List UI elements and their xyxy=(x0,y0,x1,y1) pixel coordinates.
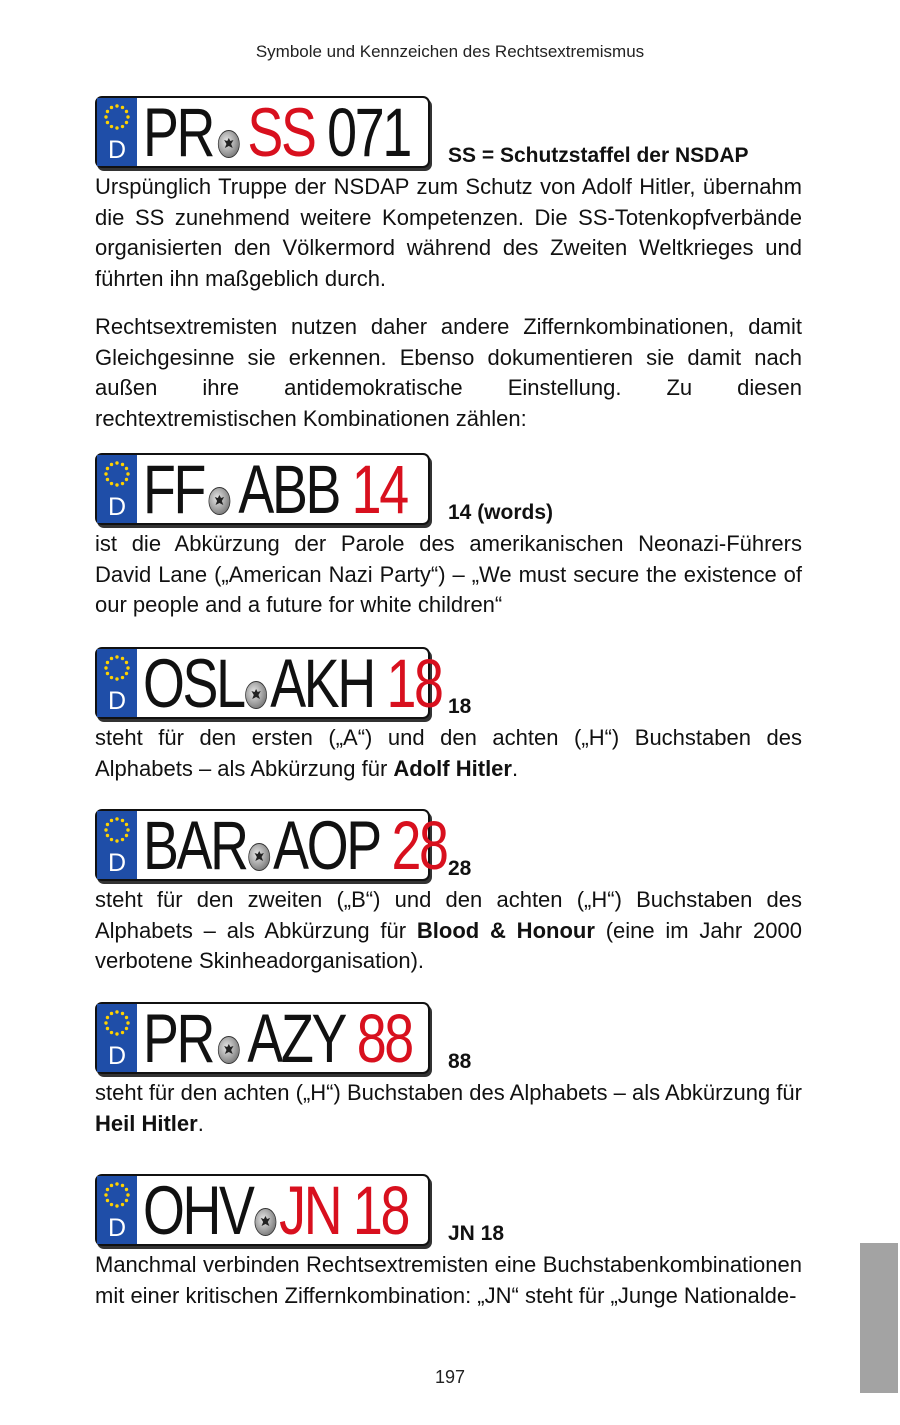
running-head: Symbole und Kennzeichen des Rechtsextremismus xyxy=(255,42,645,61)
eu-star xyxy=(115,655,118,658)
paragraph: ist die Abkürzung der Parole des amerikanischen Neonazi-Führers David Lane („American Nazi Party“) – „We must secure the existence of our people and a future for white children“ xyxy=(95,531,802,617)
entry-18 xyxy=(95,647,802,784)
plate-letters: AZY xyxy=(247,1000,345,1077)
plate-caption: 18 xyxy=(448,695,472,718)
eu-star xyxy=(115,1010,118,1013)
license-plate xyxy=(95,1172,430,1249)
eu-star xyxy=(110,463,113,466)
paragraph: Urspünglich Truppe der NSDAP zum Schutz von Adolf Hitler, übernahm die SS zunehmend weitere Kompetenzen. Die SS-Totenkopfverbände organisierten den Völkermord während des Zweiten Weltkrieges und führten ihn maßgeblich durch. xyxy=(95,174,802,291)
eu-star xyxy=(125,834,128,837)
eu-star xyxy=(115,839,118,842)
eu-star xyxy=(110,482,113,485)
eu-star xyxy=(125,672,128,675)
registration-seal-icon xyxy=(218,130,240,158)
emphasis: Heil Hitler xyxy=(95,1110,198,1136)
plate-text xyxy=(143,94,410,172)
eu-star xyxy=(125,661,128,664)
plate-numbers: 18 xyxy=(386,645,442,722)
plate-district: PR xyxy=(143,94,214,171)
eu-star xyxy=(106,478,109,481)
license-plate xyxy=(95,94,430,171)
country-code: D xyxy=(107,687,127,715)
eu-star xyxy=(121,106,124,109)
eu-star xyxy=(125,478,128,481)
plate-caption: 14 (words) xyxy=(448,501,554,524)
eu-star xyxy=(121,838,124,841)
eu-star xyxy=(126,666,129,669)
plate-letters: ABB xyxy=(238,451,340,528)
plate-text xyxy=(143,1000,412,1078)
plate-text xyxy=(143,1172,408,1250)
eu-star xyxy=(121,657,124,660)
country-code: D xyxy=(107,1042,127,1070)
eagle-emblem-icon xyxy=(213,493,225,509)
plate-text xyxy=(143,645,442,723)
eu-star xyxy=(106,121,109,124)
eu-star xyxy=(106,834,109,837)
eu-star xyxy=(121,819,124,822)
eu-band xyxy=(97,98,137,166)
plate-numbers: 071 xyxy=(327,94,410,171)
plate-row xyxy=(95,1002,802,1078)
eu-star xyxy=(125,1016,128,1019)
eu-star xyxy=(125,467,128,470)
plate-caption: JN 18 xyxy=(448,1222,505,1245)
eu-star xyxy=(126,1021,129,1024)
eu-stars-icon xyxy=(101,814,133,846)
eu-star xyxy=(121,676,124,679)
entry-ss xyxy=(95,96,802,434)
eu-star xyxy=(115,483,118,486)
eagle-emblem-icon xyxy=(250,687,262,703)
license-plate xyxy=(95,645,442,722)
eu-star xyxy=(104,828,107,831)
eu-star xyxy=(110,125,113,128)
entry-88 xyxy=(95,1002,802,1139)
eu-star xyxy=(121,1012,124,1015)
registration-seal-icon xyxy=(209,487,231,515)
eu-star xyxy=(115,1182,118,1185)
plate-caption: 88 xyxy=(448,1050,472,1073)
plate-caption: 28 xyxy=(448,857,472,880)
eu-star xyxy=(106,110,109,113)
eu-star xyxy=(106,672,109,675)
eu-star xyxy=(125,1199,128,1202)
eu-star xyxy=(104,1021,107,1024)
emphasis: Adolf Hitler xyxy=(393,755,512,781)
eu-star xyxy=(115,104,118,107)
eu-band xyxy=(97,455,137,523)
eu-star xyxy=(115,1204,118,1207)
entry-14 xyxy=(95,453,802,621)
eu-stars-icon xyxy=(101,652,133,684)
plate-district: BAR xyxy=(143,807,247,884)
eu-star xyxy=(104,1193,107,1196)
registration-seal-icon xyxy=(248,843,270,871)
eu-star xyxy=(115,817,118,820)
eu-stars-icon xyxy=(101,458,133,490)
license-plate xyxy=(95,807,447,884)
paragraph: steht für den ersten („A“) und den achten („H“) Buchstaben des Alphabets – als Abkürzung für Adolf Hitler. xyxy=(95,725,802,781)
eu-star xyxy=(106,467,109,470)
eu-star xyxy=(106,1188,109,1191)
eu-star xyxy=(104,472,107,475)
country-code: D xyxy=(107,493,127,521)
entry-jn18 xyxy=(95,1174,802,1311)
eu-star xyxy=(115,1032,118,1035)
eu-star xyxy=(110,676,113,679)
eu-star xyxy=(126,472,129,475)
eu-star xyxy=(121,1184,124,1187)
plate-row xyxy=(95,647,802,723)
eu-star xyxy=(110,1012,113,1015)
plate-district: FF xyxy=(143,451,205,528)
eu-star xyxy=(106,823,109,826)
plate-row xyxy=(95,96,802,172)
eu-star xyxy=(125,1027,128,1030)
eu-star xyxy=(125,823,128,826)
page-number: 197 xyxy=(434,1367,466,1387)
eu-star xyxy=(115,126,118,129)
paragraph: Rechtsextremisten nutzen daher andere Ziffernkombinationen, damit Gleichgesinne sie erkennen. Ebenso dokumentieren sie damit nach außen ihre antidemokratische Einstellung. Zu diesen rechtextremistischen Kombinationen zählen: xyxy=(95,314,802,431)
plate-district: OSL xyxy=(143,645,244,722)
paragraph: Manchmal verbinden Rechtsextremisten eine Buchstabenkombinationen mit einer kritischen Ziffernkombination: „JN“ steht für „Junge Nationalde- xyxy=(95,1252,802,1308)
eu-star xyxy=(121,1203,124,1206)
country-code: D xyxy=(107,849,127,877)
eu-star xyxy=(110,838,113,841)
eu-star xyxy=(126,115,129,118)
plate-text xyxy=(143,807,447,885)
registration-seal-icon xyxy=(254,1208,276,1236)
eu-star xyxy=(121,482,124,485)
plate-district: PR xyxy=(143,1000,214,1077)
plate-row xyxy=(95,453,802,529)
eu-star xyxy=(110,657,113,660)
eu-star xyxy=(125,110,128,113)
paragraph: steht für den achten („H“) Buchstaben des Alphabets – als Abkürzung für Heil Hitler. xyxy=(95,1080,802,1136)
registration-seal-icon xyxy=(218,1036,240,1064)
eu-star xyxy=(125,121,128,124)
eagle-emblem-icon xyxy=(259,1214,271,1230)
registration-seal-icon xyxy=(245,681,267,709)
paragraph: steht für den zweiten („B“) und den achten („H“) Buchstaben des Alphabets – als Abkürzung für Blood & Honour (eine im Jahr 2000 verbotene Skinheadorganisation). xyxy=(95,887,802,973)
eagle-emblem-icon xyxy=(222,1042,234,1058)
eu-band xyxy=(97,1004,137,1072)
eu-star xyxy=(106,1199,109,1202)
eu-star xyxy=(104,115,107,118)
plate-numbers: 18 xyxy=(352,1172,409,1249)
plate-letters: SS xyxy=(247,94,315,171)
plate-district: OHV xyxy=(143,1172,253,1249)
eu-star xyxy=(106,1027,109,1030)
eu-star xyxy=(110,819,113,822)
eu-star xyxy=(121,125,124,128)
eu-star xyxy=(121,1031,124,1034)
eagle-emblem-icon xyxy=(253,849,265,865)
plate-letters: AKH xyxy=(270,645,374,722)
eu-band xyxy=(97,1176,137,1244)
license-plate xyxy=(95,451,430,528)
eu-star xyxy=(106,1016,109,1019)
eu-star xyxy=(126,828,129,831)
eu-star xyxy=(115,461,118,464)
plate-row xyxy=(95,809,802,885)
eu-band xyxy=(97,649,137,717)
plate-caption: SS = Schutzstaffel der NSDAP xyxy=(448,144,749,167)
plate-numbers: 28 xyxy=(391,807,447,884)
eu-star xyxy=(121,463,124,466)
eu-stars-icon xyxy=(101,1179,133,1211)
plate-numbers: 88 xyxy=(356,1000,412,1077)
eu-star xyxy=(115,677,118,680)
eu-stars-icon xyxy=(101,101,133,133)
eagle-emblem-icon xyxy=(222,136,234,152)
eu-star xyxy=(110,1203,113,1206)
eu-band xyxy=(97,811,137,879)
plate-letters: AOP xyxy=(273,807,379,884)
eu-star xyxy=(104,666,107,669)
country-code: D xyxy=(107,1214,127,1242)
eu-star xyxy=(110,1031,113,1034)
country-code: D xyxy=(107,136,127,164)
plate-row xyxy=(95,1174,802,1250)
entry-28 xyxy=(95,809,802,977)
eu-stars-icon xyxy=(101,1007,133,1039)
plate-numbers: 14 xyxy=(351,451,407,528)
emphasis: Blood & Honour xyxy=(416,917,595,943)
eu-star xyxy=(110,106,113,109)
eu-star xyxy=(125,1188,128,1191)
eu-star xyxy=(110,1184,113,1187)
eu-star xyxy=(106,661,109,664)
plate-text xyxy=(143,451,407,529)
plate-letters: JN xyxy=(279,1172,341,1249)
eu-star xyxy=(126,1193,129,1196)
license-plate xyxy=(95,1000,430,1077)
